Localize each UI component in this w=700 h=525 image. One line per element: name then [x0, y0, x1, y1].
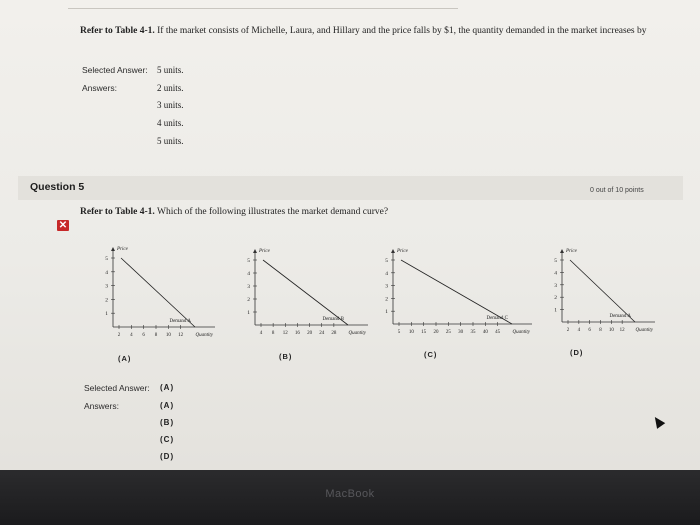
x-icon: ✕ — [58, 220, 68, 231]
y-tick-label: 2 — [105, 297, 108, 304]
x-tick-label: 4 — [259, 331, 263, 336]
y-axis-label: Price — [259, 249, 270, 254]
x-tick-label: 2 — [566, 328, 570, 333]
y-axis-arrow — [391, 249, 395, 253]
q4-answer-item: 5 units. — [157, 136, 184, 146]
x-tick-label: 12 — [619, 328, 625, 333]
demand-curve — [121, 258, 195, 327]
x-tick-label: 8 — [599, 328, 602, 333]
x-tick-label: 10 — [165, 333, 171, 338]
x-tick-label: 2 — [117, 333, 121, 338]
x-tick-label: 6 — [588, 328, 591, 333]
q5-answer-item: (C) — [160, 435, 175, 444]
y-tick-label: 4 — [554, 270, 557, 277]
x-tick-label: 8 — [271, 331, 275, 336]
x-tick-label: 45 — [495, 330, 501, 335]
y-tick-label: 3 — [554, 282, 557, 289]
y-tick-label: 3 — [247, 284, 250, 290]
y-tick-label: 1 — [105, 311, 108, 318]
x-tick-label: 4 — [130, 333, 133, 338]
demand-curve — [570, 260, 635, 322]
demand-curve-label: Demand B — [322, 317, 344, 322]
question-4-body: If the market consists of Michelle, Laura, and Hillary and the price falls by $1, the quantity demanded in the market increases by — [157, 26, 647, 36]
y-tick-label: 3 — [385, 283, 388, 290]
x-axis-label: Quantity — [348, 331, 366, 336]
demand-curve-label: Demand C — [486, 316, 508, 321]
y-axis-arrow — [111, 247, 115, 251]
question-5-body: Which of the following illustrates the market demand curve? — [156, 207, 389, 217]
q4-answer-item: 4 units. — [157, 118, 184, 128]
y-axis-label: Price — [117, 247, 128, 252]
y-tick-label: 4 — [247, 271, 250, 277]
demand-curve-label: Demand A — [609, 314, 631, 319]
q5-selected-answer-value: (A) — [160, 383, 175, 392]
x-tick-label: 5 — [397, 330, 401, 335]
y-tick-label: 5 — [105, 256, 108, 262]
x-tick-label: 6 — [142, 333, 145, 338]
x-axis-label: Quantity — [635, 328, 653, 333]
x-tick-label: 40 — [482, 330, 488, 335]
y-tick-label: 2 — [247, 297, 250, 303]
q5-selected-answer-label: Selected Answer: — [84, 383, 150, 393]
q5-answer-item: (A) — [160, 401, 175, 410]
x-tick-label: 20 — [307, 331, 313, 336]
y-tick-label: 4 — [105, 269, 108, 276]
y-tick-label: 2 — [385, 296, 388, 303]
x-axis-label: Quantity — [512, 330, 530, 335]
x-tick-label: 35 — [470, 330, 476, 335]
y-tick-label: 5 — [247, 258, 250, 264]
bezel-brand: MacBook — [325, 488, 375, 500]
question-5-points: 0 out of 10 points — [590, 187, 644, 194]
y-tick-label: 1 — [385, 309, 388, 316]
graph-caption-c: (C) — [424, 350, 438, 359]
graph-caption-a: (A) — [118, 354, 132, 363]
y-tick-label: 4 — [385, 270, 388, 277]
graph-caption-d: (D) — [570, 348, 584, 357]
q5-answers-label: Answers: — [84, 401, 119, 411]
x-tick-label: 25 — [445, 330, 451, 335]
demand-curve-label: Demand A — [169, 319, 191, 324]
q5-answer-item: (D) — [160, 452, 175, 461]
x-tick-label: 16 — [294, 331, 300, 336]
demand-curve — [263, 260, 348, 325]
q4-selected-answer-value: 5 units. — [157, 65, 184, 75]
y-axis-arrow — [560, 249, 564, 253]
y-axis-label: Price — [566, 249, 577, 254]
y-tick-label: 1 — [247, 310, 250, 316]
x-tick-label: 10 — [608, 328, 614, 333]
x-tick-label: 20 — [433, 330, 439, 335]
y-tick-label: 5 — [554, 258, 557, 264]
x-axis-label: Quantity — [195, 333, 213, 338]
q4-answer-item: 2 units. — [157, 83, 184, 93]
x-tick-label: 24 — [319, 331, 325, 336]
y-tick-label: 5 — [385, 258, 388, 264]
x-tick-label: 30 — [458, 330, 464, 335]
y-tick-label: 3 — [105, 283, 108, 290]
y-tick-label: 1 — [554, 307, 557, 314]
question-5-ref: Refer to Table 4-1. — [80, 207, 155, 217]
y-axis-label: Price — [397, 249, 408, 254]
laptop-bezel — [0, 470, 700, 525]
demand-curve — [401, 260, 512, 324]
y-axis-arrow — [253, 249, 257, 253]
x-tick-label: 12 — [178, 333, 184, 338]
x-tick-label: 12 — [282, 331, 288, 336]
q4-answers-label: Answers: — [82, 83, 117, 93]
x-tick-label: 15 — [421, 330, 427, 335]
q4-answer-item: 3 units. — [157, 100, 184, 110]
x-tick-label: 10 — [408, 330, 414, 335]
q4-selected-answer-label: Selected Answer: — [82, 65, 148, 75]
x-tick-label: 8 — [154, 333, 158, 338]
question-4-ref: Refer to Table 4-1. — [80, 26, 155, 36]
graph-caption-b: (B) — [279, 352, 293, 361]
x-tick-label: 28 — [331, 331, 337, 336]
question-5-title: Question 5 — [30, 181, 85, 193]
x-tick-label: 4 — [577, 328, 581, 333]
y-tick-label: 2 — [554, 295, 557, 302]
q5-answer-item: (B) — [160, 418, 175, 427]
